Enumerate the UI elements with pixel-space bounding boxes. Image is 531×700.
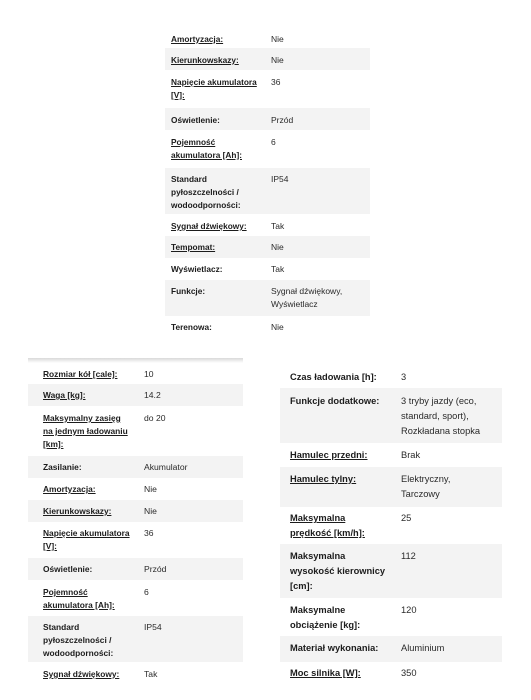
spec-label: Funkcje dodatkowe:	[290, 396, 380, 406]
spec-label-link[interactable]: Hamulec przedni:	[290, 450, 368, 460]
spec-table-bottom-right	[280, 366, 502, 700]
spec-label: Czas ładowania [h]:	[290, 372, 377, 382]
spec-value: Tak	[271, 264, 285, 274]
spec-value: 3 tryby jazdy (eco, standard, sport), Rozkładana stopka	[401, 396, 481, 436]
spec-row	[280, 598, 502, 636]
spec-row	[165, 130, 370, 168]
spec-value: Akumulator	[144, 462, 188, 472]
spec-value: Sygnał dźwiękowy, Wyświetlacz	[271, 286, 343, 309]
spec-row	[28, 558, 243, 580]
spec-row	[280, 467, 502, 507]
spec-value: Nie	[271, 242, 284, 252]
spec-label: Maksymalne obciążenie [kg]:	[290, 605, 361, 630]
spec-value: 36	[271, 77, 281, 87]
spec-label: Materiał wykonania:	[290, 643, 379, 653]
spec-value: Aluminium	[401, 643, 445, 653]
spec-value: Tak	[271, 221, 285, 231]
spec-row	[28, 384, 243, 406]
spec-label-link[interactable]: Sygnał dźwiękowy:	[43, 669, 120, 679]
spec-label-link[interactable]: Napięcie akumulatora [V]:	[43, 528, 130, 551]
spec-row	[280, 507, 502, 544]
spec-label-link[interactable]: Moc silnika [W]:	[290, 668, 361, 678]
spec-label-link[interactable]: Waga [kg]:	[43, 390, 86, 400]
spec-row	[165, 316, 370, 342]
spec-value: Przód	[144, 564, 167, 574]
spec-table-bottom-left	[28, 358, 243, 700]
spec-value: 350	[401, 668, 417, 678]
spec-value: 120	[401, 605, 417, 615]
spec-row	[28, 478, 243, 500]
spec-value: do 20	[144, 413, 166, 423]
spec-label-link[interactable]: Amortyzacja:	[43, 484, 96, 494]
spec-label: Maksymalna wysokość kierownicy [cm]:	[290, 551, 386, 591]
spec-label-link[interactable]: Sygnał dźwiękowy:	[171, 221, 247, 231]
spec-value: Brak	[401, 450, 421, 460]
spec-label-link[interactable]: Kierunkowskazy:	[171, 55, 239, 65]
spec-label: Terenowa:	[171, 322, 212, 332]
spec-row	[280, 544, 502, 598]
spec-row	[28, 456, 243, 478]
spec-label-link[interactable]: Pojemność akumulatora [Ah]:	[43, 587, 115, 610]
spec-value: 10	[144, 369, 154, 379]
spec-value: Tak	[144, 669, 158, 679]
spec-label-link[interactable]: Kierunkowskazy:	[43, 506, 112, 516]
spec-value: Elektryczny, Tarczowy	[401, 474, 451, 499]
spec-row	[165, 26, 370, 48]
spec-label-link[interactable]: Hamulec tylny:	[290, 474, 357, 484]
spec-row	[28, 616, 243, 662]
spec-value: Nie	[144, 484, 157, 494]
spec-label: Oświetlenie:	[171, 115, 220, 125]
spec-value: 36	[144, 528, 154, 538]
spec-label-link[interactable]: Rozmiar kół [cale]:	[43, 369, 118, 379]
spec-row	[280, 662, 502, 700]
spec-table-top	[165, 26, 370, 342]
spec-row	[165, 168, 370, 214]
spec-row	[280, 443, 502, 467]
spec-label-link[interactable]: Amortyzacja:	[171, 34, 224, 44]
spec-value: 14.2	[144, 390, 161, 400]
spec-row	[165, 108, 370, 130]
spec-label-link[interactable]: Maksymalny zasięg na jednym ładowaniu [km]:	[43, 413, 128, 449]
spec-value: Nie	[271, 34, 284, 44]
spec-row	[28, 500, 243, 522]
spec-value: 6	[271, 137, 276, 147]
spec-value: Przód	[271, 115, 294, 125]
spec-label: Standard pyłoszczelności / wodoodporności:	[43, 622, 114, 658]
spec-label: Standard pyłoszczelności / wodoodporności:	[171, 174, 241, 210]
spec-row	[280, 366, 502, 388]
spec-row	[28, 406, 243, 456]
spec-row	[28, 364, 243, 384]
spec-label: Funkcje:	[171, 286, 206, 296]
spec-label: Wyświetlacz:	[171, 264, 223, 274]
spec-value: 25	[401, 513, 412, 523]
spec-row	[165, 236, 370, 258]
spec-label: Oświetlenie:	[43, 564, 93, 574]
spec-value: Nie	[271, 55, 284, 65]
spec-label-link[interactable]: Pojemność akumulatora [Ah]:	[171, 137, 242, 160]
spec-label-link[interactable]: Maksymalna prędkość [km/h]:	[290, 513, 365, 538]
spec-row	[28, 662, 243, 700]
spec-row	[165, 70, 370, 108]
spec-value: 3	[401, 372, 407, 382]
spec-label-link[interactable]: Napięcie akumulatora [V]:	[171, 77, 257, 100]
spec-row	[280, 636, 502, 662]
spec-label-link[interactable]: Tempomat:	[171, 242, 216, 252]
spec-value: Nie	[144, 506, 157, 516]
spec-value: 112	[401, 551, 416, 561]
panel-top-shadow	[28, 358, 243, 363]
spec-value: IP54	[271, 174, 289, 184]
spec-row	[28, 580, 243, 616]
spec-row	[165, 280, 370, 316]
spec-row	[280, 388, 502, 443]
spec-value: Nie	[271, 322, 284, 332]
spec-row	[165, 48, 370, 70]
spec-label: Zasilanie:	[43, 462, 82, 472]
spec-value: 6	[144, 587, 149, 597]
spec-row	[165, 214, 370, 236]
spec-row	[28, 522, 243, 558]
spec-value: IP54	[144, 622, 162, 632]
spec-row	[165, 258, 370, 280]
